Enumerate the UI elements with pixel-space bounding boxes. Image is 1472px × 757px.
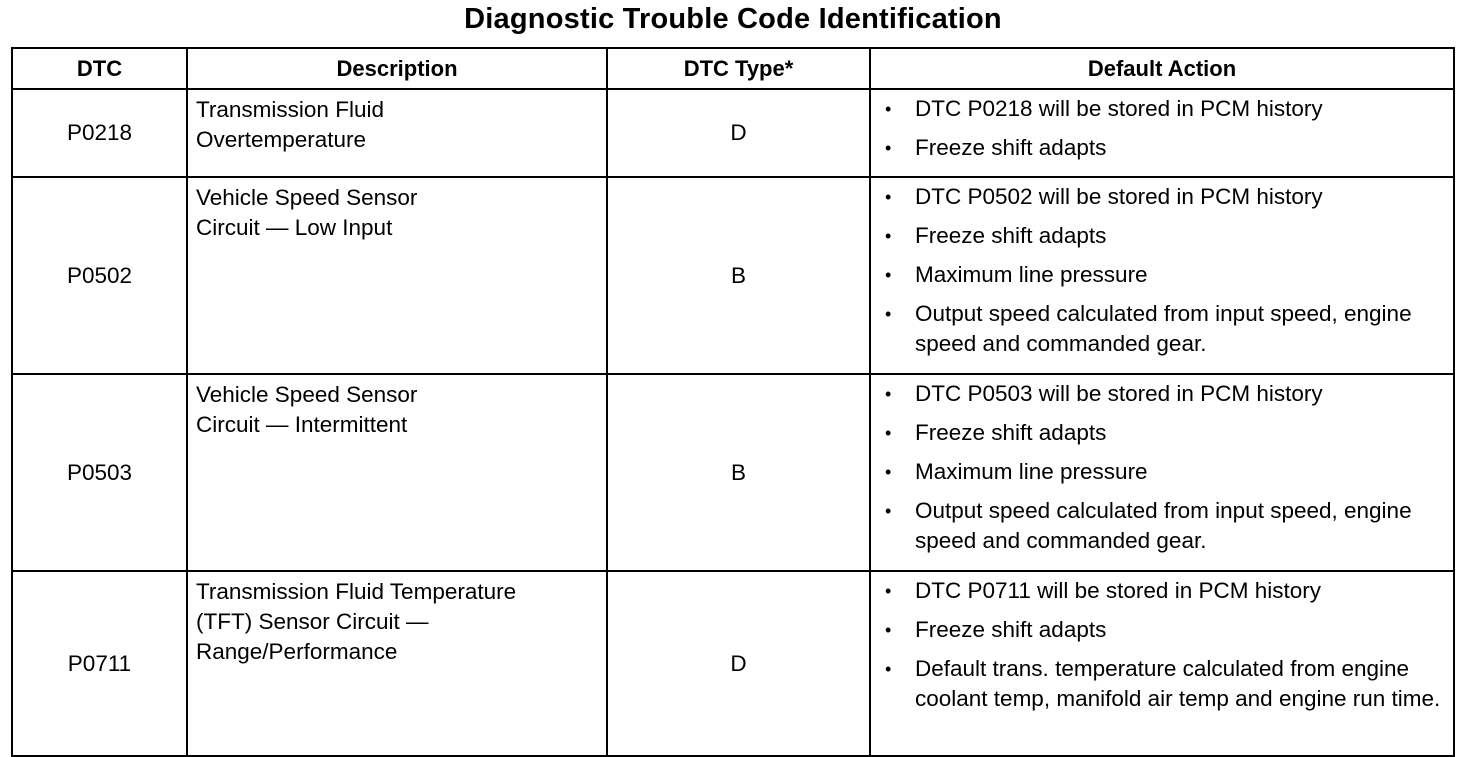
action-item <box>885 576 1449 606</box>
bullet-icon: • <box>885 304 892 324</box>
dtc-type: B <box>607 374 870 571</box>
bullet-icon: • <box>885 265 892 285</box>
bullet-icon: • <box>885 659 892 679</box>
bullet-icon: • <box>885 620 892 640</box>
action-item <box>885 379 1449 409</box>
action-text: DTC P0502 will be stored in PCM history <box>915 184 1323 209</box>
default-action <box>870 571 1454 756</box>
action-item <box>885 260 1449 290</box>
table-row <box>12 177 1454 374</box>
description-line: Transmission Fluid Temperature <box>196 579 517 604</box>
action-item <box>885 221 1449 251</box>
description-line: (TFT) Sensor Circuit — <box>196 609 429 634</box>
action-item <box>885 457 1449 487</box>
description-line: Circuit — Intermittent <box>196 412 408 437</box>
action-text: Output speed calculated from input speed, engine speed and commanded gear. <box>915 301 1412 356</box>
default-action <box>870 374 1454 571</box>
description-line: Transmission Fluid <box>196 97 384 122</box>
action-text: Freeze shift adapts <box>915 135 1107 160</box>
table-row <box>12 89 1454 177</box>
header-dtc: DTC <box>12 48 187 89</box>
action-text: Freeze shift adapts <box>915 617 1107 642</box>
default-action <box>870 177 1454 374</box>
description-line: Circuit — Low Input <box>196 215 393 240</box>
page-title: Diagnostic Trouble Code Identification <box>464 3 1002 35</box>
bullet-icon: • <box>885 99 892 119</box>
dtc-table <box>11 47 1455 757</box>
bullet-icon: • <box>885 462 892 482</box>
bullet-icon: • <box>885 226 892 246</box>
dtc-code: P0218 <box>12 89 187 177</box>
bullet-icon: • <box>885 138 892 158</box>
dtc-code: P0503 <box>12 374 187 571</box>
action-list <box>885 379 1449 556</box>
default-action <box>870 89 1454 177</box>
action-text: DTC P0218 will be stored in PCM history <box>915 96 1323 121</box>
dtc-description <box>187 89 607 177</box>
action-item <box>885 496 1449 556</box>
bullet-icon: • <box>885 423 892 443</box>
action-text: DTC P0711 will be stored in PCM history <box>915 578 1321 603</box>
action-text: Freeze shift adapts <box>915 223 1107 248</box>
dtc-description <box>187 177 607 374</box>
action-item <box>885 94 1449 124</box>
header-description: Description <box>187 48 607 89</box>
action-text: Freeze shift adapts <box>915 420 1107 445</box>
action-text: Output speed calculated from input speed, engine speed and commanded gear. <box>915 498 1412 553</box>
dtc-description <box>187 374 607 571</box>
dtc-code: P0502 <box>12 177 187 374</box>
bullet-icon: • <box>885 501 892 521</box>
action-item <box>885 133 1449 163</box>
dtc-type: B <box>607 177 870 374</box>
dtc-code: P0711 <box>12 571 187 756</box>
action-list <box>885 182 1449 359</box>
description-line: Vehicle Speed Sensor <box>196 185 418 210</box>
action-item <box>885 299 1449 359</box>
header-dtc-type: DTC Type* <box>607 48 870 89</box>
description-line: Vehicle Speed Sensor <box>196 382 418 407</box>
dtc-type: D <box>607 89 870 177</box>
action-item <box>885 615 1449 645</box>
bullet-icon: • <box>885 187 892 207</box>
dtc-description <box>187 571 607 756</box>
dtc-type: D <box>607 571 870 756</box>
bullet-icon: • <box>885 581 892 601</box>
header-default-action: Default Action <box>870 48 1454 89</box>
action-item <box>885 182 1449 212</box>
action-item <box>885 418 1449 448</box>
table-header-row <box>12 48 1454 89</box>
action-text: Maximum line pressure <box>915 459 1148 484</box>
action-text: Default trans. temperature calculated from engine coolant temp, manifold air temp and engine run time. <box>915 656 1441 711</box>
description-line: Range/Performance <box>196 639 398 664</box>
description-line: Overtemperature <box>196 127 367 152</box>
action-text: DTC P0503 will be stored in PCM history <box>915 381 1323 406</box>
action-text: Maximum line pressure <box>915 262 1148 287</box>
action-list <box>885 576 1449 714</box>
action-item <box>885 654 1449 714</box>
table-row <box>12 571 1454 756</box>
action-list <box>885 94 1449 163</box>
bullet-icon: • <box>885 384 892 404</box>
table-row <box>12 374 1454 571</box>
